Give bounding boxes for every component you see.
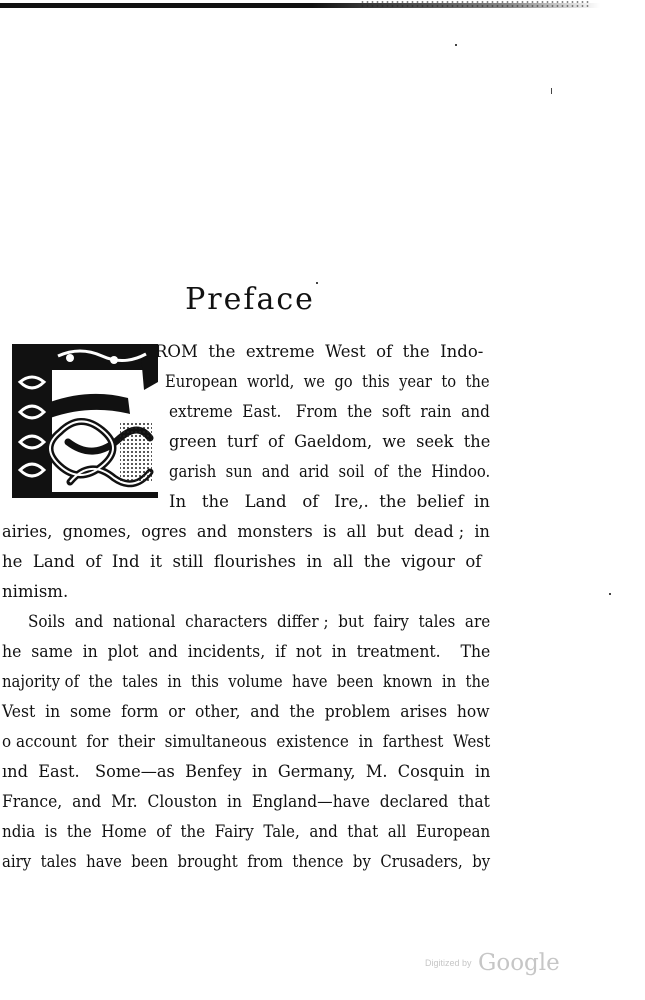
body-line: airy tales have been brought from thence by Crusaders, by [2,852,491,871]
body-line: najority of the tales in this volume have been known in the [2,672,490,691]
scan-speck [455,44,457,46]
body-line: France, and Mr. Clouston in England—have declared that [2,792,490,811]
body-line: ınd East. Some—as Benfey in Germany, M. Cosquin in [2,762,491,781]
body-line: Vest in some form or other, and the problem arises how [2,702,490,721]
body-line: European world, we go this year to the [165,372,490,391]
scan-speck [609,593,611,595]
body-line: green turf of Gaeldom, we seek the [169,432,491,451]
watermark-digitized-by: Digitized by [425,958,472,968]
body-line: o account for their simultaneous existence in farthest West [2,732,491,751]
digitized-by-google-watermark [425,950,560,976]
body-line: In the Land of Ire,. the belief in [169,492,490,511]
body-line: ROM the extreme West of the Indo- [155,342,484,361]
body-line: airies, gnomes, ogres and monsters is all but dead ; in [2,522,490,541]
body-line: Soils and national characters differ ; but fairy tales are [28,612,491,631]
body-line: nimism. [2,582,69,601]
body-line: extreme East. From the soft rain and [169,402,490,421]
body-line: he same in plot and incidents, if not in treatment. The [2,642,491,661]
watermark-google-logo: Google [477,950,560,976]
body-line: garish sun and arid soil of the Hindoo. [169,462,491,481]
body-line: ndia is the Home of the Fairy Tale, and that all European [2,822,491,841]
page-title: Preface [185,282,315,318]
top-border-noise [360,0,590,9]
decorated-initial-letter-icon [10,342,160,502]
scan-speck [551,88,552,94]
body-line: he Land of Ind it still flourishes in all the vigour of [2,552,482,571]
